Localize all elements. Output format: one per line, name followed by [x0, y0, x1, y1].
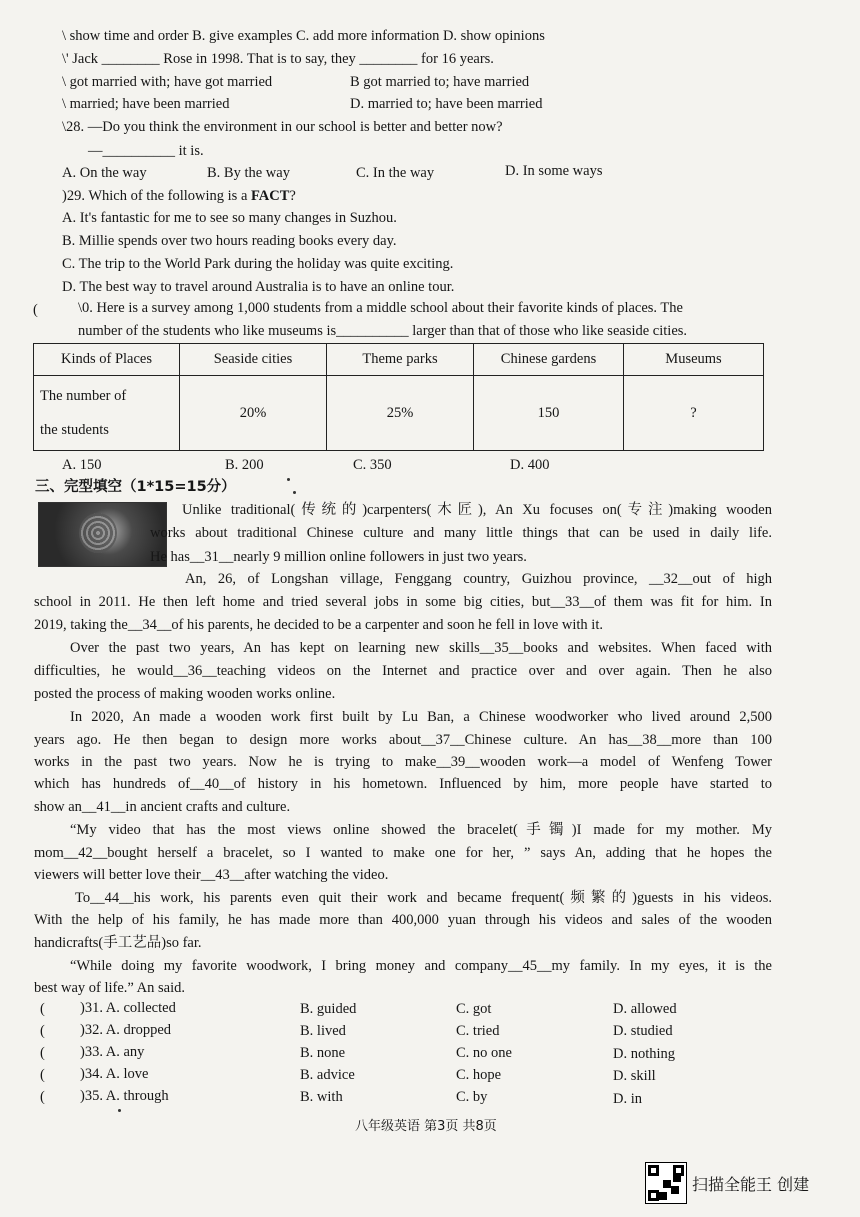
- choice-35-d: D. in: [613, 1091, 642, 1107]
- survey-header-theme-parks: Theme parks: [327, 344, 474, 376]
- choice-32-c: C. tried: [456, 1023, 500, 1039]
- survey-header-kinds: Kinds of Places: [34, 344, 180, 376]
- survey-table: [33, 343, 764, 451]
- survey-value-museums: ?: [624, 376, 764, 451]
- passage-p2-line3: 2019, taking the__34__of his parents, he decided to be a carpenter and soon he fell in love with it.: [34, 617, 603, 633]
- q29-option-c: C. The trip to the World Park during the holiday was quite exciting.: [62, 256, 454, 272]
- survey-value-theme-parks: 25%: [327, 376, 474, 451]
- passage-p6-line2: With the help of his family, he has made more than 400,000 yuan through his videos and sales of the wooden: [34, 912, 772, 928]
- choice-34-c: C. hope: [456, 1067, 502, 1083]
- choice-34-a: )34. A. love: [80, 1066, 149, 1082]
- survey-row-label: [34, 376, 180, 451]
- choice-33-a: )33. A. any: [80, 1044, 145, 1060]
- choice-paren: (: [40, 1023, 45, 1039]
- q28-option-c: \ married; have been married: [62, 96, 230, 112]
- q29-stem-suffix: ?: [289, 188, 296, 204]
- passage-p7-line2: best way of life.” An said.: [34, 980, 186, 996]
- choice-35-a: )35. A. through: [80, 1088, 169, 1104]
- passage-p3-line1: Over the past two years, An has kept on learning new skills__35__books and websites. When faced with: [70, 640, 772, 656]
- choice-31-a: )31. A. collected: [80, 1000, 176, 1016]
- q27-options: \ show time and order B. give examples C. add more information D. show opinions: [62, 28, 545, 44]
- q28b-option-d: D. In some ways: [505, 163, 603, 179]
- passage-p7-line1: “While doing my favorite woodwork, I bring money and company__45__my family. In my eyes, it is the: [70, 958, 772, 974]
- passage-p6-line3: handicrafts(手工艺品)so far.: [34, 935, 202, 951]
- q28-option-d: D. married to; have been married: [350, 96, 543, 112]
- q28b-stem: \28. —Do you think the environment in our school is better and better now?: [62, 119, 503, 135]
- passage-p4-line2: years ago. He then began to design more works about__37__Chinese culture. An has__38__more than 100: [34, 732, 772, 748]
- q30-option-d: D. 400: [510, 457, 550, 473]
- passage-p4-line5: show an__41__in ancient crafts and culture.: [34, 799, 291, 815]
- survey-value-chinese-gardens: 150: [474, 376, 624, 451]
- passage-p1-line3: He has__31__nearly 9 million online followers in just two years.: [150, 549, 527, 565]
- q30-line1: \0. Here is a survey among 1,000 students from a middle school about their favorite kinds of places. The: [78, 300, 683, 316]
- page-footer: 八年级英语 第3页 共8页: [355, 1119, 497, 1134]
- choice-33-c: C. no one: [456, 1045, 512, 1061]
- choice-paren: (: [40, 1089, 45, 1105]
- survey-header-seaside: Seaside cities: [180, 344, 327, 376]
- choice-34-d: D. skill: [613, 1068, 656, 1084]
- survey-row-label-line1: The number of: [40, 388, 127, 404]
- passage-p2-line1: An, 26, of Longshan village, Fenggang country, Guizhou province, __32__out of high: [185, 571, 772, 587]
- passage-p4-line3: works in the past two years. Now he is trying to make__39__wooden work—a model of Wenfeng Tower: [34, 754, 772, 770]
- choice-32-a: )32. A. dropped: [80, 1022, 172, 1038]
- q28-stem: \' Jack ________ Rose in 1998. That is to say, they ________ for 16 years.: [62, 51, 494, 67]
- passage-p5-line1: “My video that has the most views online showed the bracelet(手镯)I made for my mother. My: [70, 822, 772, 838]
- section-title: 三、完型填空（1*15=15分）: [35, 479, 236, 495]
- choice-paren: (: [40, 1067, 45, 1083]
- passage-p1-line1: Unlike traditional(传统的)carpenters(木匠), An Xu focuses on(专注)making wooden: [182, 502, 772, 518]
- passage-p1-line2: works about traditional Chinese culture and many little things that can be used in daily life.: [150, 525, 772, 541]
- q28b-option-a: A. On the way: [62, 165, 147, 181]
- choice-31-c: C. got: [456, 1001, 492, 1017]
- choice-32-b: B. lived: [300, 1023, 346, 1039]
- choice-33-b: B. none: [300, 1045, 346, 1061]
- passage-p2-line2: school in 2011. He then left home and tried several jobs in some big cities, but__33__of them was fit for him. In: [34, 594, 772, 610]
- q29-stem: [62, 187, 296, 205]
- q29-option-d: D. The best way to travel around Australia is to have an online tour.: [62, 279, 455, 295]
- passage-p5-line3: viewers will better love their__43__after watching the video.: [34, 867, 389, 883]
- q30-option-a: A. 150: [62, 457, 102, 473]
- choice-32-d: D. studied: [613, 1023, 673, 1039]
- q30-line2: number of the students who like museums is__________ larger than that of those who like seaside cities.: [78, 323, 688, 339]
- choice-31-b: B. guided: [300, 1001, 357, 1017]
- q28b-option-c: C. In the way: [356, 165, 435, 181]
- q28b-answer: —__________ it is.: [88, 143, 204, 159]
- choice-paren: (: [40, 1045, 45, 1061]
- survey-value-seaside: 20%: [180, 376, 327, 451]
- choice-paren: (: [40, 1001, 45, 1017]
- choice-34-b: B. advice: [300, 1067, 355, 1083]
- q30-paren: (: [33, 302, 38, 318]
- q29-option-b: B. Millie spends over two hours reading books every day.: [62, 233, 397, 249]
- survey-data-row: [34, 376, 764, 451]
- choice-35-b: B. with: [300, 1089, 343, 1105]
- q29-option-a: A. It's fantastic for me to see so many changes in Suzhou.: [62, 210, 397, 226]
- survey-header-chinese-gardens: Chinese gardens: [474, 344, 624, 376]
- survey-row-label-line2: the students: [40, 422, 109, 438]
- passage-p3-line3: posted the process of making wooden works online.: [34, 686, 336, 702]
- passage-p5-line2: mom__42__bought herself a bracelet, so I wanted to make one for her, ” says An, adding that he hopes the: [34, 845, 772, 861]
- passage-p4-line1: In 2020, An made a wooden work first built by Lu Ban, a Chinese woodworker who lived around 2,500: [70, 709, 772, 725]
- scanner-watermark: 扫描全能王 创建: [692, 1175, 810, 1194]
- choice-35-c: C. by: [456, 1089, 488, 1105]
- survey-header-row: [34, 344, 764, 376]
- passage-p4-line4: which has hundreds of__40__of history in his hometown. Influenced by him, more people have started to: [34, 776, 772, 792]
- q29-stem-prefix: )29. Which of the following is a: [62, 188, 252, 204]
- q30-option-b: B. 200: [225, 457, 264, 473]
- choice-31-d: D. allowed: [613, 1001, 677, 1017]
- carpenter-photo: [38, 502, 167, 567]
- q28-option-a: \ got married with; have got married: [62, 74, 273, 90]
- q28-option-b: B got married to; have married: [350, 74, 530, 90]
- q28b-option-b: B. By the way: [207, 165, 290, 181]
- survey-header-museums: Museums: [624, 344, 764, 376]
- q30-option-c: C. 350: [353, 457, 392, 473]
- passage-p3-line2: difficulties, he would__36__teaching videos on the Internet and practice over and over again. Then he also: [34, 663, 772, 679]
- qr-code-icon: [645, 1162, 687, 1204]
- q29-stem-bold: FACT: [251, 188, 290, 204]
- choice-33-d: D. nothing: [613, 1046, 676, 1062]
- passage-p6-line1: To__44__his work, his parents even quit their work and became frequent(频繁的)guests in his videos.: [75, 890, 772, 906]
